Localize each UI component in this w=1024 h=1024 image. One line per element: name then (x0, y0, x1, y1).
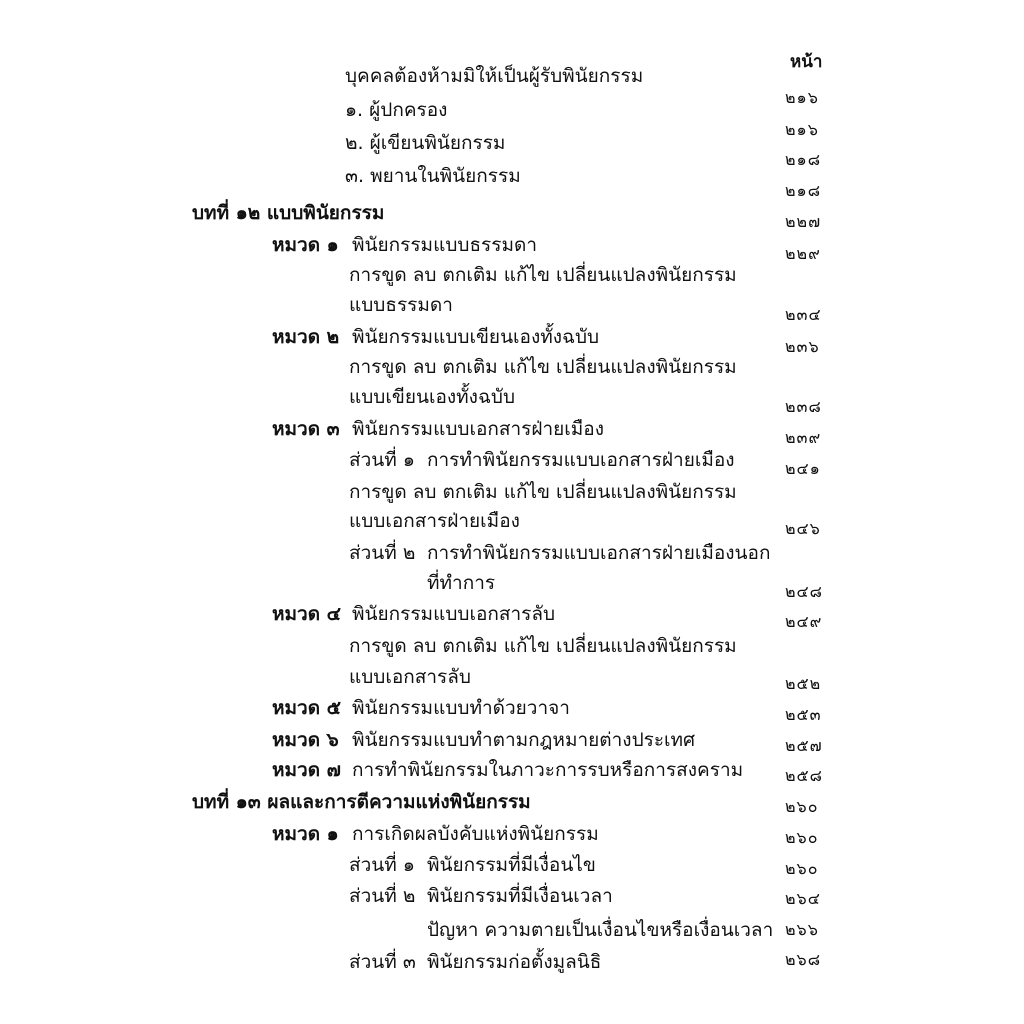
toc-entry-text: พินัยกรรมแบบเขียนเองทั้งฉบับ (352, 326, 600, 348)
toc-page-number: ๒๓๖ (785, 337, 820, 356)
toc-page-number: ๒๕๗ (785, 736, 823, 755)
section-label: หมวด ๕ (272, 697, 342, 719)
toc-page-number: ๒๑๘ (785, 181, 822, 200)
toc-entry-text: แบบเขียนเองทั้งฉบับ (349, 386, 516, 408)
section-label: หมวด ๒ (272, 326, 340, 348)
section-label: หมวด ๔ (272, 603, 342, 625)
subsection-label: ส่วนที่ ๒ (349, 542, 416, 564)
toc-entry-text: พินัยกรรมแบบทำตามกฎหมายต่างประเทศ (352, 729, 696, 751)
chapter-heading: บทที่ ๑๓ ผลและการตีความแห่งพินัยกรรม (192, 791, 531, 813)
section-label: หมวด ๑ (272, 823, 339, 845)
toc-entry-text: การขูด ลบ ตกเติม แก้ไข เปลี่ยนแปลงพินัยกรรม (349, 635, 737, 657)
toc-page-number: ๒๖๘ (785, 950, 822, 969)
page-column-header: หน้า (790, 52, 823, 72)
toc-entry-text: การขูด ลบ ตกเติม แก้ไข เปลี่ยนแปลงพินัยกรรม (349, 481, 737, 503)
subsection-label: ส่วนที่ ๑ (349, 854, 415, 876)
toc-page-number: ๒๓๔ (785, 305, 822, 324)
toc-page-number: ๒๑๘ (785, 150, 822, 169)
section-label: หมวด ๓ (272, 418, 340, 440)
toc-entry-text: การทำพินัยกรรมแบบเอกสารฝ่ายเมืองนอก (427, 542, 771, 564)
toc-entry-text: พินัยกรรมที่มีเงื่อนไข (427, 854, 596, 876)
toc-entry-text: การทำพินัยกรรมแบบเอกสารฝ่ายเมือง (427, 449, 735, 471)
toc-page-number: ๒๖๐ (785, 828, 819, 847)
toc-page-number: ๒๔๙ (785, 612, 823, 631)
toc-page-number: ๒๓๘ (785, 397, 822, 416)
toc-page-number: ๒๖๔ (785, 889, 821, 908)
toc-entry-text: แบบเอกสารลับ (349, 666, 471, 688)
toc-entry-text: พินัยกรรมแบบทำด้วยวาจา (352, 697, 570, 719)
toc-entry-text: ที่ทำการ (427, 572, 496, 594)
toc-page-number: ๒๒๙ (785, 244, 821, 263)
toc-entry-text: บุคคลต้องห้ามมิให้เป็นผู้รับพินัยกรรม (345, 65, 644, 87)
subsection-label: ส่วนที่ ๑ (349, 449, 415, 471)
toc-page-number: ๒๔๘ (785, 582, 823, 601)
toc-entry-text: แบบเอกสารฝ่ายเมือง (349, 510, 520, 532)
subsection-label: ส่วนที่ ๓ (349, 951, 416, 973)
subsection-label: ส่วนที่ ๒ (349, 885, 416, 907)
toc-page-number: ๒๑๖ (785, 120, 819, 139)
toc-page-number: ๒๑๖ (785, 88, 819, 107)
toc-page-number: ๒๖๖ (785, 920, 819, 939)
toc-page-number: ๒๕๓ (785, 705, 822, 724)
toc-page-number: ๒๔๑ (785, 459, 821, 478)
toc-entry-text: พินัยกรรมที่มีเงื่อนเวลา (427, 885, 613, 907)
toc-entry-text: พินัยกรรมแบบเอกสารฝ่ายเมือง (352, 418, 604, 440)
toc-page-number: ๒๖๐ (785, 797, 819, 816)
toc-page-number: ๒๖๐ (785, 859, 819, 878)
section-label: หมวด ๑ (272, 234, 339, 256)
toc-page-number: ๒๔๖ (785, 519, 821, 538)
section-label: หมวด ๖ (272, 729, 339, 751)
toc-entry-text: ๓. พยานในพินัยกรรม (345, 165, 521, 187)
toc-entry-text: การทำพินัยกรรมในภาวะการรบหรือการสงคราม (352, 759, 744, 781)
toc-entry-text: พินัยกรรมก่อตั้งมูลนิธิ (427, 951, 602, 973)
toc-page-number: ๒๒๗ (785, 212, 822, 231)
toc-entry-text: แบบธรรมดา (349, 294, 453, 316)
section-label: หมวด ๗ (272, 759, 341, 781)
toc-page-number: ๒๓๙ (785, 428, 822, 447)
toc-entry-text: การขูด ลบ ตกเติม แก้ไข เปลี่ยนแปลงพินัยกรรม (349, 264, 737, 286)
toc-page-number: ๒๕๒ (785, 674, 822, 693)
toc-entry-text: พินัยกรรมแบบเอกสารลับ (352, 603, 556, 625)
toc-entry-text: ๒. ผู้เขียนพินัยกรรม (345, 132, 506, 154)
toc-entry-text: การเกิดผลบังคับแห่งพินัยกรรม (352, 823, 599, 845)
toc-entry-text: ๑. ผู้ปกครอง (345, 99, 448, 121)
toc-entry-text: การขูด ลบ ตกเติม แก้ไข เปลี่ยนแปลงพินัยกรรม (349, 356, 737, 378)
chapter-heading: บทที่ ๑๒ แบบพินัยกรรม (192, 202, 385, 224)
toc-entry-text: ปัญหา ความตายเป็นเงื่อนไขหรือเงื่อนเวลา (427, 919, 774, 941)
toc-page-number: ๒๕๘ (785, 766, 823, 785)
toc-entry-text: พินัยกรรมแบบธรรมดา (352, 234, 537, 256)
